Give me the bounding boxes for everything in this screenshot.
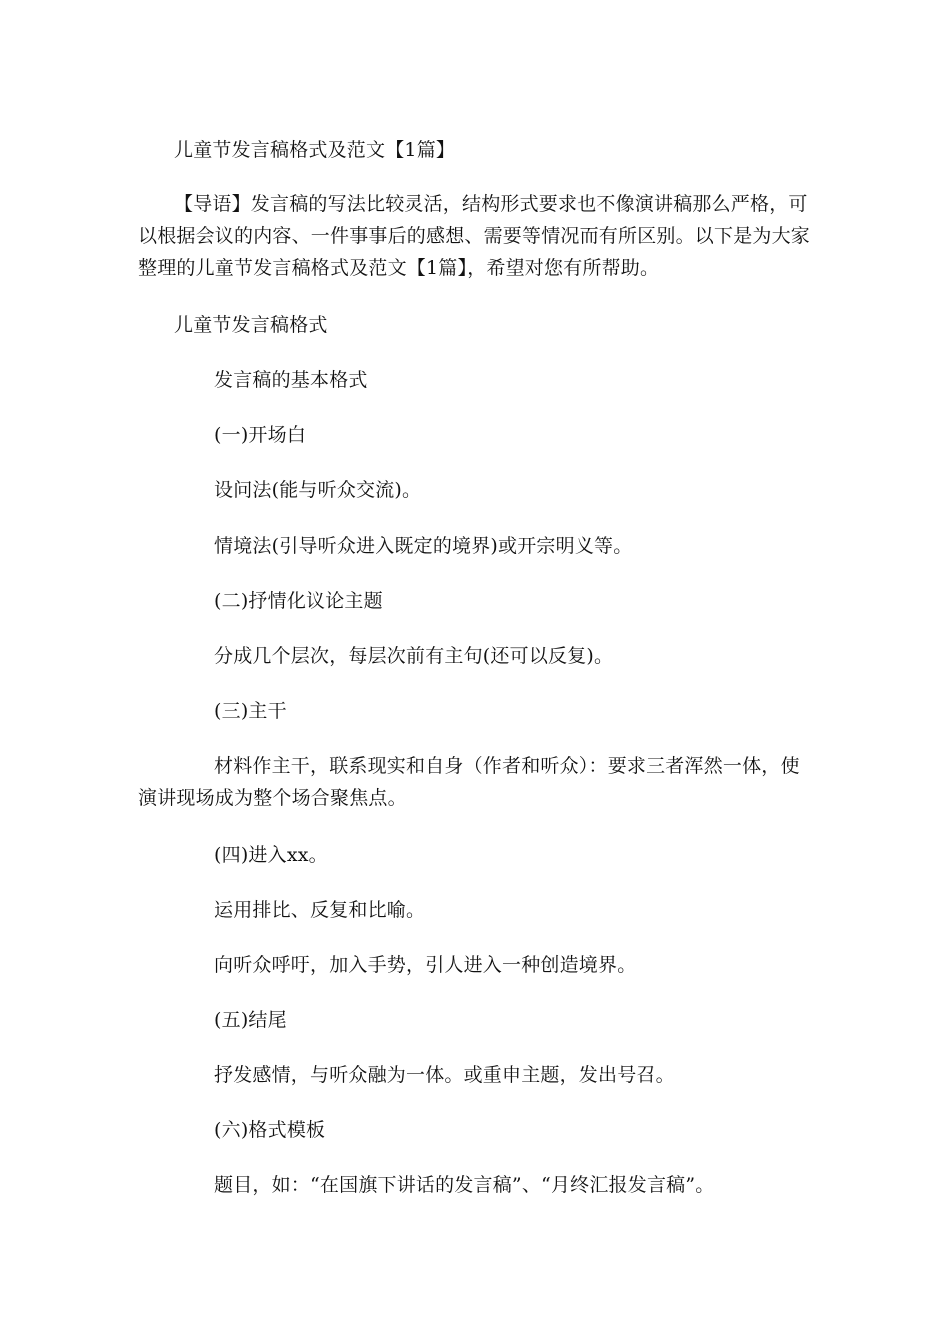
list-item: 分成几个层次，每层次前有主句(还可以反复)。 bbox=[214, 645, 614, 667]
list-item: 情境法(引导听众进入既定的境界)或开宗明义等。 bbox=[214, 535, 633, 557]
list-item: 抒发感情，与听众融为一体。或重申主题，发出号召。 bbox=[214, 1064, 675, 1086]
list-item: (二)抒情化议论主题 bbox=[214, 590, 383, 612]
list-item: 向听众呼吁，加入手势，引人进入一种创造境界。 bbox=[214, 954, 637, 976]
list-item: 运用排比、反复和比喻。 bbox=[214, 899, 426, 921]
subheading: 发言稿的基本格式 bbox=[214, 369, 368, 391]
list-item: 设问法(能与听众交流)。 bbox=[214, 479, 422, 501]
intro-paragraph: 【导语】发言稿的写法比较灵活，结构形式要求也不像演讲稿那么严格，可以根据会议的内容、一件事事后的感想、需要等情况而有所区别。以下是为大家整理的儿童节发言稿格式及范文【1篇】，希望对您有所帮助。 bbox=[138, 193, 811, 279]
document-title: 儿童节发言稿格式及范文【1篇】 bbox=[174, 139, 456, 161]
list-item: (三)主干 bbox=[214, 700, 287, 722]
list-item: 材料作主干，联系现实和自身（作者和听众）：要求三者浑然一体，使演讲现场成为整个场合聚焦点。 bbox=[138, 755, 800, 809]
list-item: (四)进入xx。 bbox=[214, 844, 328, 866]
list-item: (五)结尾 bbox=[214, 1009, 287, 1031]
list-item: 题目，如：“在国旗下讲话的发言稿”、“月终汇报发言稿”。 bbox=[214, 1174, 715, 1196]
section-heading: 儿童节发言稿格式 bbox=[174, 314, 328, 336]
list-item: (一)开场白 bbox=[214, 424, 307, 446]
list-item: (六)格式模板 bbox=[214, 1119, 326, 1141]
